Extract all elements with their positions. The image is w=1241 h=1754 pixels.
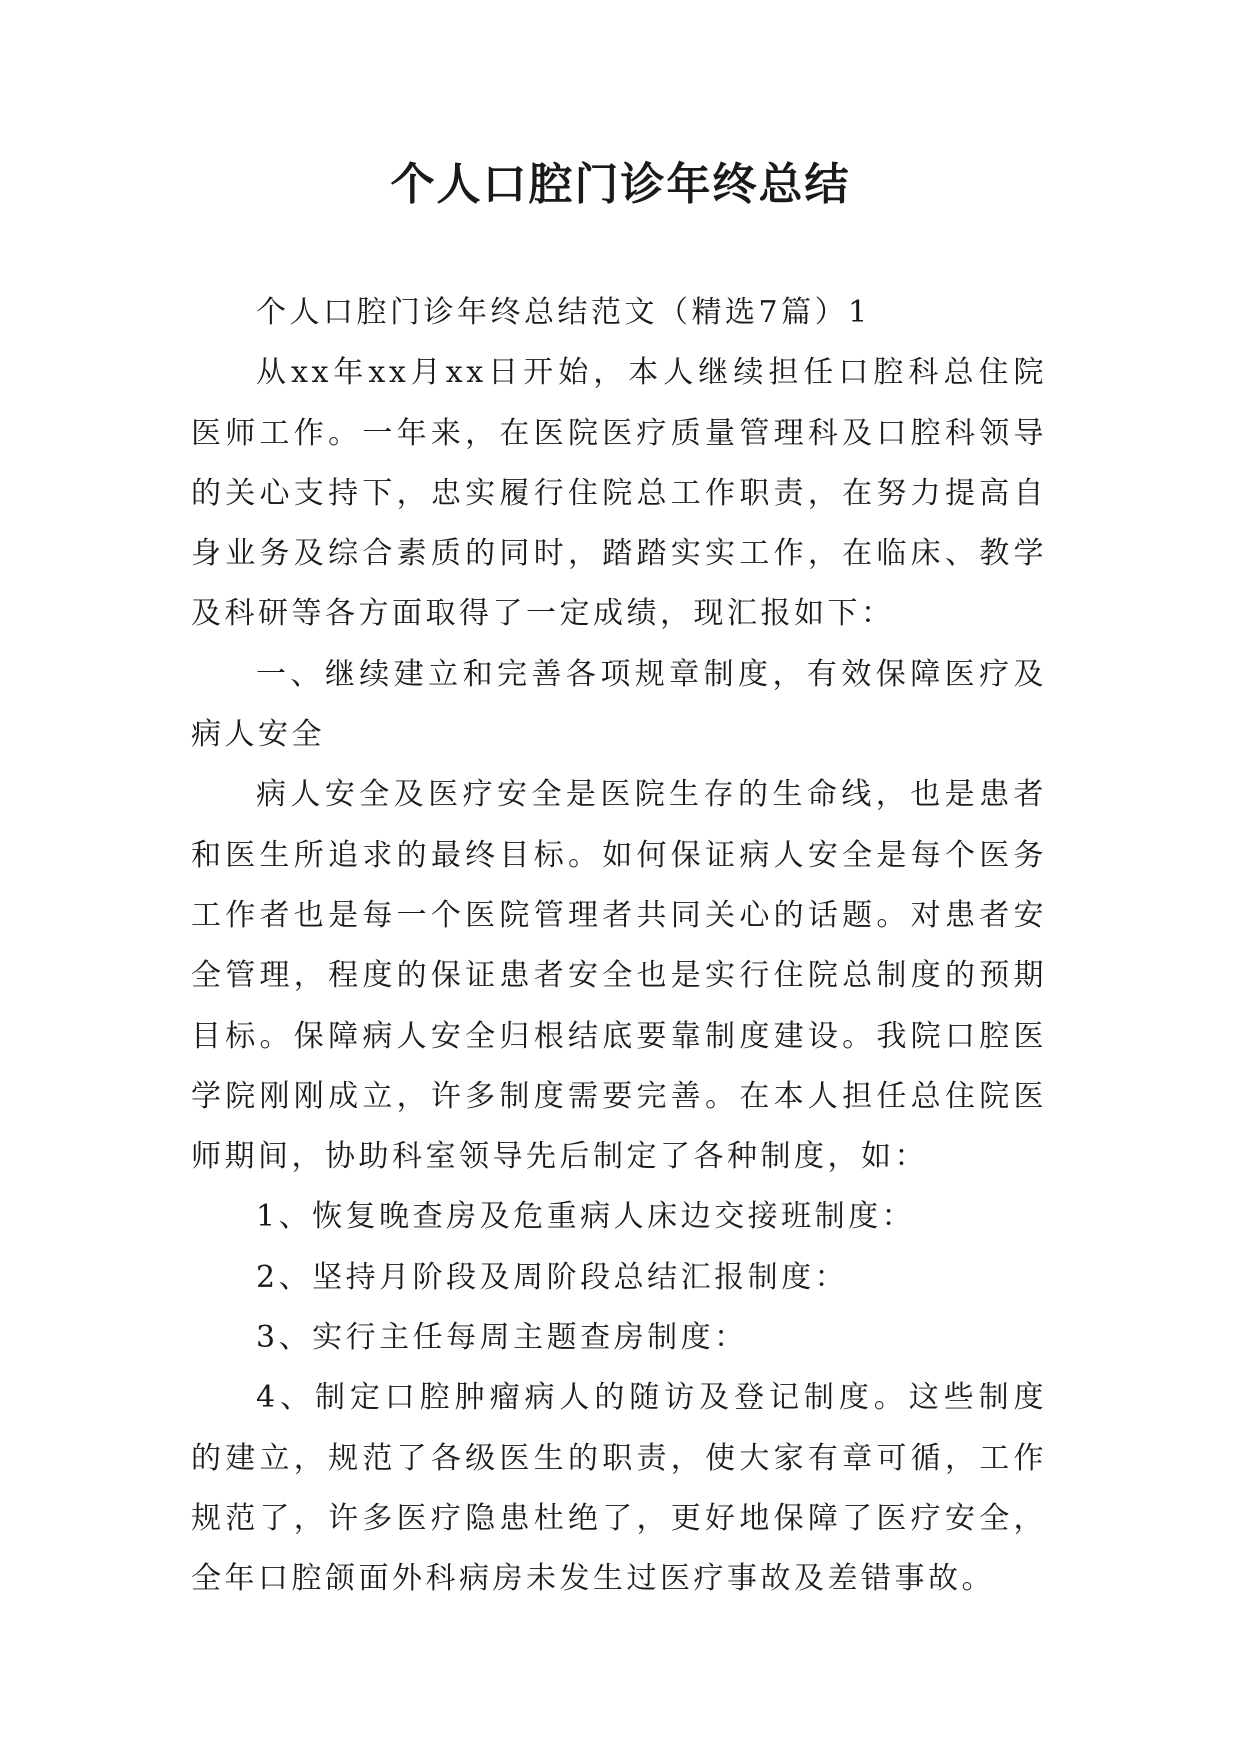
paragraph-intro: 从xx年xx月xx日开始，本人继续担任口腔科总住院医师工作。一年来，在医院医疗质量管理科及口腔科领导的关心支持下，忠实履行住院总工作职责，在努力提高自身业务及综合素质的同时，踏踏实实工作，在临床、教学及科研等各方面取得了一定成绩，现汇报如下： — [191, 355, 1047, 632]
list-item-4: 4、制定口腔肿瘤病人的随访及登记制度。这些制度的建立，规范了各级医生的职责，使大家有章可循，工作规范了，许多医疗隐患杜绝了，更好地保障了医疗安全，全年口腔颌面外科病房未发生过医疗事故及差错事故。 — [191, 1380, 1047, 1597]
list-item-3: 3、实行主任每周主题查房制度： — [256, 1320, 748, 1356]
section-heading-1: 一、继续建立和完善各项规章制度，有效保障医疗及病人安全 — [191, 656, 1047, 753]
paragraph-safety: 病人安全及医疗安全是医院生存的生命线，也是患者和医生所追求的最终目标。如何保证病人安全是每个医务工作者也是每一个医院管理者共同关心的话题。对患者安全管理，程度的保证患者安全也是实行住院总制度的预期目标。保障病人安全归根结底要靠制度建设。我院口腔医学院刚刚成立，许多制度需要完善。在本人担任总住院医师期间，协助科室领导先后制定了各种制度，如： — [191, 777, 1047, 1175]
document-body — [191, 283, 1047, 1610]
paragraph-subtitle: 个人口腔门诊年终总结范文（精选7篇）1 — [256, 295, 871, 330]
list-item-1: 1、恢复晚查房及危重病人床边交接班制度： — [256, 1199, 916, 1235]
list-item-2: 2、坚持月阶段及周阶段总结汇报制度： — [256, 1259, 849, 1295]
document-title: 个人口腔门诊年终总结 — [390, 159, 851, 210]
